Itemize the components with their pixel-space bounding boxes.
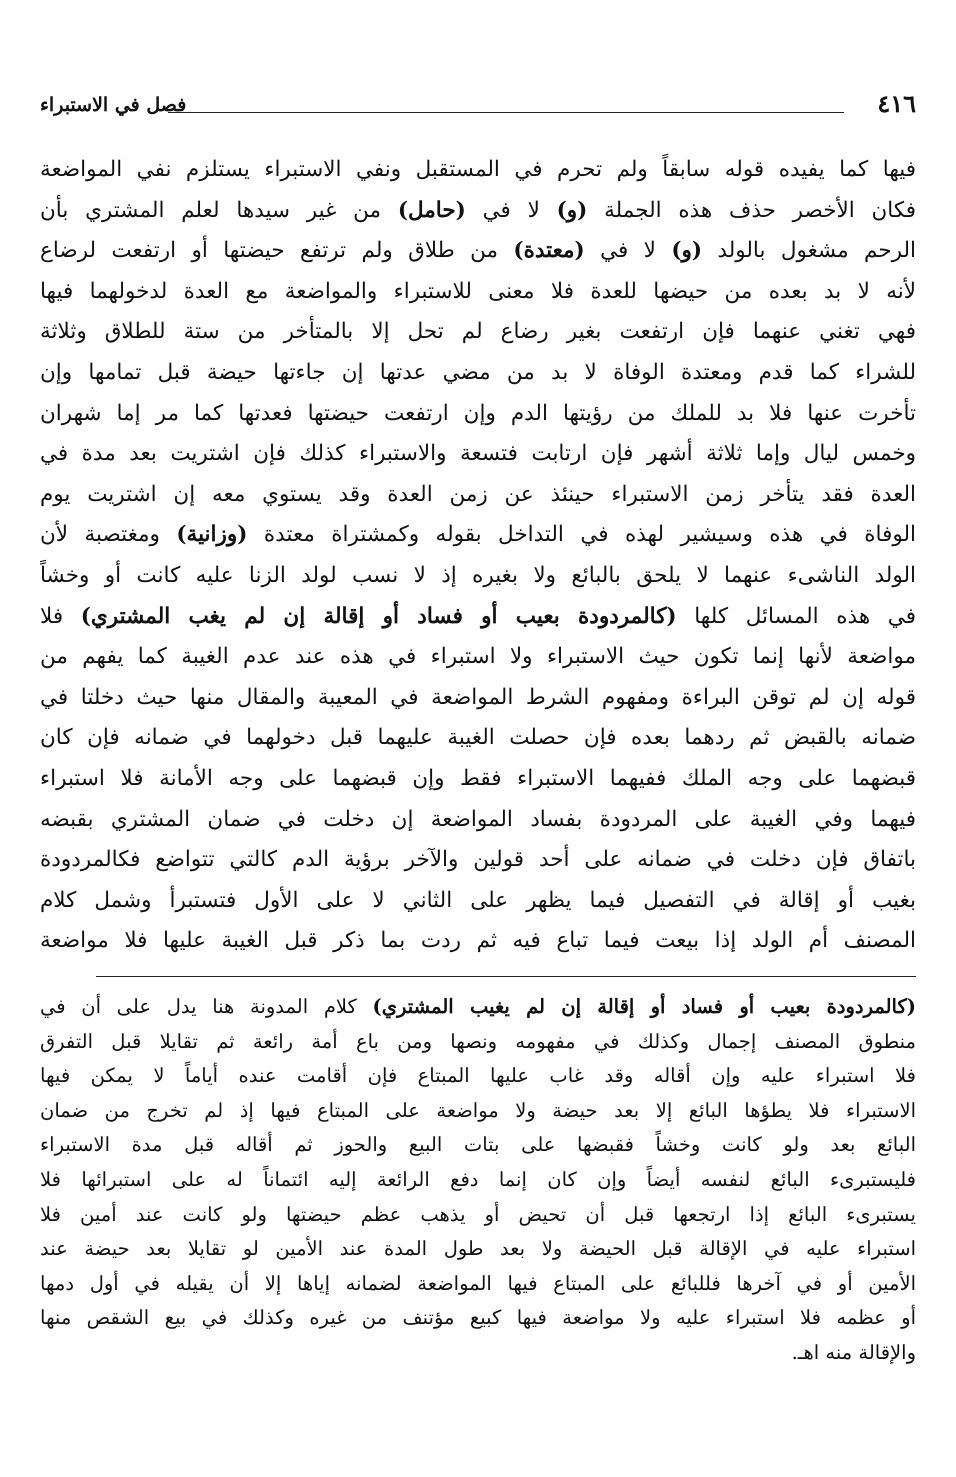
footnote-line: استبراء عليه في الإقالة قبل الحيضة ولا بعد طول المدة عند الأمين لو تقايلا بعد حيضة عند — [40, 1237, 916, 1261]
text-line: بغيب أو إقالة في التفصيل فيما يظهر على الثاني لا على الأول فتستبرأ وشمل كلام — [40, 887, 916, 913]
text-line: للشراء كما قدم ومعتدة الوفاة لا بد من مضي عدتها إن جاءتها حيضة قبل تمامها وإن — [40, 359, 916, 385]
footnote-line: البائع بعد ولو كانت وخشاً فقبضها على بتات البيع والحوز ثم أقاله قبل مدة الاستبراء — [40, 1133, 916, 1157]
footnote-line — [40, 990, 916, 1025]
footnote — [40, 990, 916, 1371]
footnote-line: يستبرىء البائع إذا ارتجعها قبل أن تحيض أو يذهب عظم حيضتها ولو كانت عند أمين فلا — [40, 1202, 916, 1226]
text-line: المصنف أم الولد إذا بيعت فيما تباع فيه ثم ردت بما ذكر قبل الغيبة عليها فلا مواضعة — [40, 928, 916, 954]
page-number: ٤١٦ — [877, 89, 916, 118]
footnote-line: الاستبراء فلا يطؤها البائع إلا بعد حيضة ولا مواضعة على المبتاع فيها إذ لم تخرج من ضمان — [40, 1098, 916, 1122]
text-line: في هذه المسائل كلها (كالمردودة بعيب أو فساد أو إقالة إن لم يغب المشتري) فلا — [40, 603, 916, 629]
footnote-line: منطوق المصنف إجمال وكذلك في مفهومه ونصها ومن باع أمة رائعة ثم تقايلا قبل التفرق — [40, 1029, 916, 1053]
text-line: فيها كما يفيده قوله سابقاً ولم تحرم في المستقبل ونفي الاستبراء يستلزم نفي المواضعة — [40, 157, 916, 182]
running-title: فصل في الاستبراء — [40, 94, 187, 116]
text-line: فكان الأخصر حذف هذه الجملة (و) لا في (حامل) من غير سيدها لعلم المشتري بأن — [40, 197, 916, 223]
text-line: وخمس ليال وإما ثلاثة أشهر فإن ارتابت فتسعة والاستبراء كذلك فإن اشتريت بعد مدة في — [40, 441, 916, 467]
footnote-line: فليستبرىء البائع لنفسه أيضاً وإن كان إنما دفع الرائعة إليه ائتماناً له على استبرائها فلا — [40, 1167, 916, 1191]
text-line: ضمانه بالقبض ثم ردهما بعده فإن حصلت الغيبة عليهما قبل دخولهما في ضمانه فإن كان — [40, 725, 916, 751]
text-line: الولد الناشىء عنهما لا يلحق بالبائع ولا بغيره إذ لا نسب لولد الزنا عليه كانت أو وخشاً — [40, 562, 916, 588]
footnote-lead-text: كلام المدونة هنا يدل على أن في — [40, 995, 373, 1018]
text-line: مواضعة لأنها إنما تكون حيث الاستبراء ولا استبراء في هذه عند عدم الغيبة كما يفهم من — [40, 644, 916, 670]
footnote-line: أو عظمه فلا استبراء عليه ولا مواضعة فيها كبيع مؤتنف من غيره وكذلك في بيع الشقص منها — [40, 1306, 916, 1330]
text-line: لأنه لا بد بعده من حيضها للعدة فلا معنى للاستبراء والمواضعة مع العدة لدخولهما فيها — [40, 278, 916, 304]
header-rule — [168, 112, 844, 113]
text-line: قبضهما على وجه الملك ففيهما الاستبراء فقط وإن قبضهما على وجه الأمانة فلا استبراء — [40, 765, 916, 791]
footnote-line: فلا استبراء عليه وإن أقاله وقد غاب عليها المبتاع فإن أقامت عنده أياماً لا يمكن فيها — [40, 1064, 916, 1088]
footnote-separator — [96, 976, 916, 977]
text-line: فيهما وفي الغيبة على المردودة بفساد المواضعة إن دخلت في ضمان المشتري بقبضه — [40, 806, 916, 832]
page-header — [40, 86, 916, 132]
footnote-line: الأمين أو في آخرها فللبائع على المبتاع فيها المواضعة لضمانه إياها إلا أن يقيله في أول دمها — [40, 1271, 916, 1295]
text-line: الرحم مشغول بالولد (و) لا في (معتدة) من طلاق ولم ترتفع حيضتها أو ارتفعت لرضاع — [40, 238, 916, 264]
main-text — [40, 150, 916, 962]
footnote-lead-term: (كالمردودة بعيب أو فساد أو إقالة إن لم يغيب المشتري) — [372, 995, 916, 1018]
text-line: العدة فقد يتأخر زمن الاستبراء حينئذ عن زمن العدة وقد يستوي معه إن اشتريت يوم — [40, 481, 916, 507]
footnote-line: والإقالة منه اهـ. — [791, 1340, 916, 1364]
text-line: باتفاق فإن دخلت في ضمانه على أحد قولين والآخر برؤية الدم كالتي تتواضع فكالمردودة — [40, 847, 916, 873]
text-line: قوله إن لم توقن البراءة ومفهوم الشرط المواضعة في المعيبة والمقال منها حيث دخلتا في — [40, 684, 916, 710]
text-line: الوفاة في هذه وسيشير لهذه في التداخل بقوله وكمشتراة معتدة (وزانية) ومغتصبة لأن — [40, 522, 916, 548]
text-line: تأخرت عنها فلا بد للملك من رؤيتها الدم وإن ارتفعت حيضتها فعدتها كما مر إما شهران — [40, 400, 916, 426]
text-line: فهي تغني عنهما فإن ارتفعت بغير رضاع لم تحل إلا بالمتأخر من ستة للطلاق وثلاثة — [40, 319, 916, 345]
